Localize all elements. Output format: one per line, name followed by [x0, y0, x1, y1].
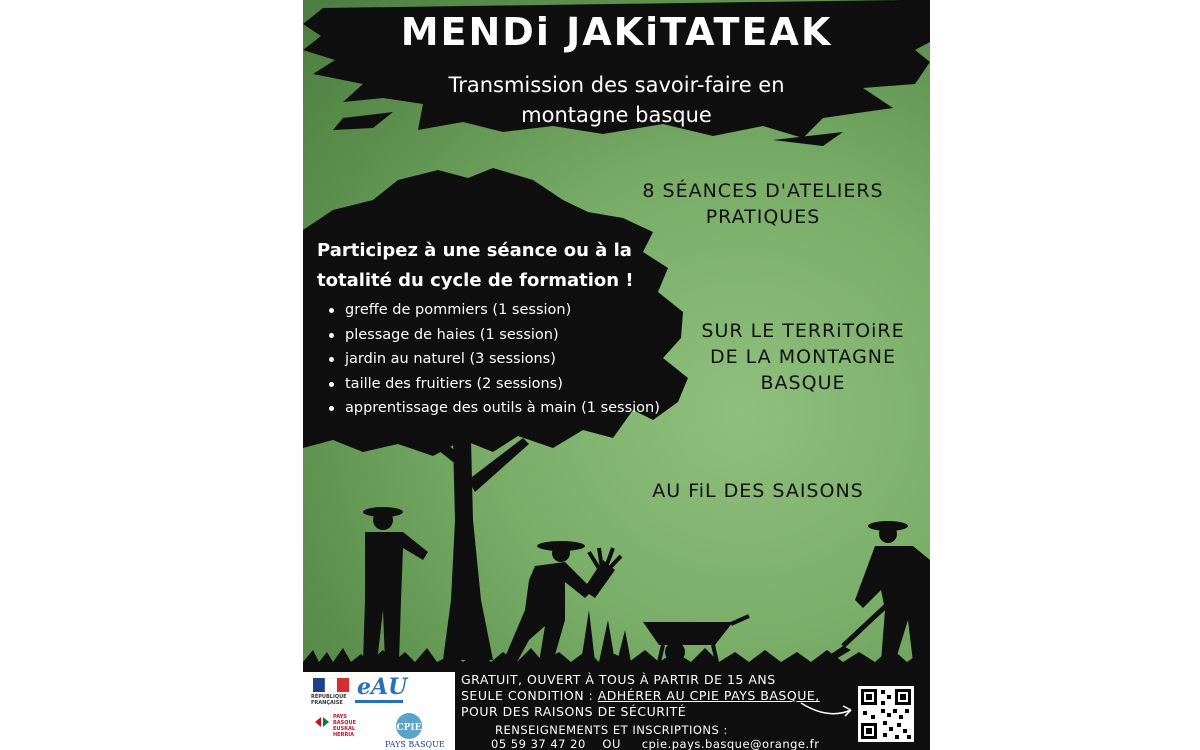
intro-line-1: Participez à une séance ou à la — [317, 240, 632, 261]
territory-line-3: BASQUE — [760, 372, 846, 394]
membership-link[interactable]: ADHÉRER AU CPIE PAYS BASQUE, — [597, 688, 820, 703]
eau-logo: eAU — [357, 674, 408, 700]
intro-line-2: totalité du cycle de formation ! — [317, 270, 634, 291]
session-label: jardin au naturel (3 sessions) — [345, 351, 556, 367]
poster-title: MENDi JAKiTATEAK — [400, 10, 833, 54]
list-item — [323, 323, 713, 348]
contact-heading: RENSEIGNEMENTS ET INSCRIPTIONS : — [495, 723, 728, 737]
session-label: greffe de pommiers (1 session) — [345, 302, 572, 318]
bullet-icon — [329, 357, 334, 362]
pays-basque-small-label: PAYS BASQUE EUSKAL HERRIA — [333, 714, 357, 738]
list-item — [323, 347, 713, 372]
subtitle-line-2: montagne basque — [521, 103, 712, 127]
republique-francaise-label: RÉPUBLIQUE FRANÇAISE — [311, 694, 347, 706]
contact-line — [491, 736, 911, 750]
phone-number[interactable]: 05 59 37 47 20 — [491, 737, 586, 750]
workshop-count-line-1: 8 SÉANCES D'ATELIERS — [642, 180, 884, 202]
list-item — [323, 372, 713, 397]
session-label: apprentissage des outils à main (1 session) — [345, 400, 660, 416]
poster-subtitle — [303, 70, 930, 130]
email-link[interactable]: cpie.pays.basque@orange.fr — [641, 737, 820, 750]
poster — [303, 0, 930, 750]
list-item — [323, 396, 713, 421]
bullet-icon — [329, 333, 334, 338]
list-item — [323, 298, 713, 323]
marianne-logo-icon — [313, 678, 349, 692]
partner-logos — [303, 672, 455, 750]
session-label: taille des fruitiers (2 sessions) — [345, 375, 563, 392]
bullet-icon — [329, 406, 334, 411]
pays-basque-symbol-icon — [313, 716, 331, 728]
workshop-count — [613, 178, 913, 230]
session-list — [323, 298, 713, 421]
or-label: OU — [602, 737, 621, 750]
workshop-count-line-2: PRATIQUES — [705, 206, 821, 228]
subtitle-line-1: Transmission des savoir-faire en — [448, 73, 785, 97]
territory-line-2: DE LA MONTAGNE — [709, 346, 897, 368]
qr-code-icon[interactable] — [858, 686, 914, 742]
eau-logo-underline — [355, 700, 403, 703]
intro-text — [317, 236, 687, 296]
seasons-text: AU FiL DES SAISONS — [652, 480, 864, 502]
bullet-icon — [329, 382, 334, 387]
cpie-pays-basque-label: PAYS BASQUE — [385, 740, 445, 749]
conditions-line-1: GRATUIT, OUVERT À TOUS À PARTIR DE 15 ANS — [461, 672, 776, 687]
conditions-line-2 — [461, 688, 831, 704]
conditions-line-3: POUR DES RAISONS DE SÉCURITÉ — [461, 704, 687, 719]
condition-prefix: SEULE CONDITION : — [461, 688, 598, 703]
session-label: plessage de haies (1 session) — [345, 326, 559, 343]
territory-line-1: SUR LE TERRiTOiRE — [701, 320, 905, 342]
bullet-icon — [329, 308, 334, 313]
cpie-logo-icon — [395, 712, 423, 740]
svg-text:CPIE: CPIE — [396, 723, 422, 733]
conditions-text — [461, 672, 831, 720]
